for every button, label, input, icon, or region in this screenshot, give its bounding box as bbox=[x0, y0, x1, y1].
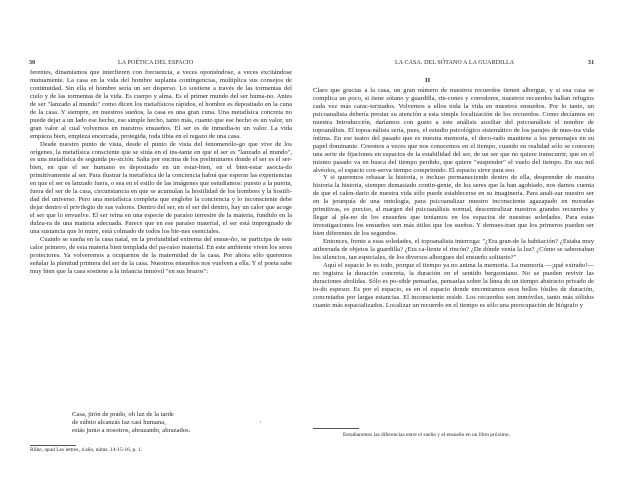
footnote-rule bbox=[313, 428, 359, 429]
page-number: 30 bbox=[29, 60, 36, 66]
left-page bbox=[0, 0, 311, 480]
footnote: Rilke, apud Les lettres, 4 año, núms. 14-15-16, p. 1. bbox=[30, 447, 142, 453]
quote-line: de súbito alcanzás faz casi humana, bbox=[72, 419, 166, 427]
paragraph: Claro que gracias a la casa, un gran número de nuestros recuerdos tienen albergue, y si esa casa se complica un poco, si tiene sótano y guardilla, rin-cones y corredores, nuestros recuerdos hallan refugios cada vez más carac-terizados. Volvemos a ellos toda la vida en nuestros ensueños. Por lo tanto, un psicoanalista debería prestar su atención a esta simple localización de los recuerdos. Como decíamos en nuestra Introducción, daríamos con gusto a este análisis auxiliar del psicoanálisis el nombre de topoanálisis. El topoa-nálisis sería, pues, el estudio psicológico sistemático de los parajes de nues-tra vida íntima. En ese teatro del pasado que es nuestra memoria, el deco-rado mantiene a los personajes en su papel dominante. Creemos a veces que nos conocemos en el tiempo, cuando en realidad sólo se conocen una serie de fijaciones en espacios de la estabilidad del ser, de un ser que no quiere transcurrir, que en el mismo pasado va en busca del tiempo perdido, que quiere "suspender" el vuelo del tiempo. En sus mil alvéolos, el espacio con-serva tiempo comprimido. El espacio sirve para eso. bbox=[313, 87, 594, 174]
poem-quote bbox=[72, 411, 252, 436]
paragraph: ferentes, dinamismos que interfieren con frecuencia, a veces oponiéndose, a veces excitándose mutuamente. La casa en la vida del hombre suplanta contingencias, multiplica sus consejos de continuidad. Sin ella el hombre sería un ser disperso. Lo sostiene a través de las tormentas del cielo y de las tormentas de la vida. Es cuerpo y alma. Es el primer mundo del ser huma-no. Antes de ser "lanzado al mundo" como dicen los metafísicos rápidos, el hombre es depositado en la cuna de la casa. Y siempre, en nuestros sueños, la casa es una gran cuna. Una metafísica concreta no puede dejar a un lado ese hecho, ese simple hecho, tanto más, cuanto que ese hecho es un valor, un gran valor al cual volvemos en nuestros ensueños. El ser es de inmedia-to un valor. La vida empieza bien, empieza encerrada, protegida, toda tibia en el regazo de una casa. bbox=[30, 69, 292, 140]
right-page bbox=[313, 0, 638, 480]
paragraph: Aquí el espacio lo es todo, porque el tiempo ya no anima la memoria. La memoria —¡qué extraño!— no registra la duración concreta, la duración en el sentido bergsoniano. No se pueden revivir las duraciones abolidas. Sólo es po-sible pensarlas, pensarlas sobre la línea de un tiempo abstracto privado de to-do espesor. Es por el espacio, es en el espacio donde encontramos esos bellos fósiles de duración, concretados por largas estancias. El inconsciente reside. Los recuerdos son inmóviles, tanto más sólidos cuanto más espacializados. Localizar un recuerdo en el tiempo es sólo una preocupación de biógrafo y bbox=[313, 261, 594, 309]
paragraph: Entonces, frente a esas soledades, el topoanalista interroga: "¿Era gran-de la habitación? ¿Estaba muy atiborrada de objetos la guardilla? ¿Era ca-liente el rincón? ¿De dónde venía la luz? ¿Cómo se saboreaban los silencios, tan especiales, de los diversos albergues del ensueño solitario?" bbox=[313, 238, 594, 262]
paragraph: Desde nuestro punto de vista, desde el punto de vista del fenomenólo-go que vive de los orígenes, la metafísica consciente que se sitúa en el ins-tante en que el ser es "lanzado al mundo", es una metafísica de segunda po-sición. Salta por encima de los preliminares donde el ser es el ser-bien, en que el ser humano es depositado en un estar-bien, en el bien-estar asocia-do primitivamente al ser. Para ilustrar la metafísica de la conciencia habrá que esperar las experiencias en que el ser es lanzado fuera, o sea en el estilo de las imágenes que estudiamos: puesto a la puerta, fuera del ser de la casa, circunstancia en que se acumulan la hostilidad de los hombres y la hostili-dad del universo. Pero una metafísica completa que englobe la conciencia y lo inconsciente debe dejar dentro el privilegio de sus valores. Dentro del ser, en el ser del dentro, hay un calor que acoge el ser que lo envuelve. El ser reina en una especie de paraíso terrestre de la materia, fundido en la dulzu-ra de una materia adecuada. Parece que en ese paraíso material, el ser está impregnado de una sustancia que lo nutre, está colmado de todos los bie-nes esenciales. bbox=[30, 140, 292, 236]
paragraph: Y si queremos rebasar la historia, o incluso permaneciendo dentro de ella, desprender de nuestra historia la historia, siempre demasiado contin-gente, de los seres que la han agobiado, nos damos cuenta de que el calen-dario de nuestra vida sólo puede establecerse en su imaginería. Para anali-zar nuestro ser en la jerarquía de una ontología, para psicoanalizar nuestro inconsciente agazapado en moradas primitivas, es preciso, al margen del psicoanálisis normal, descentralizar nuestros grandes recuerdos y llegar al pla-no de los ensueños que teníamos en los espacios de nuestras soledades. Para estas investigaciones los ensueños son más útiles que los sueños. Y demues-tran que los primeros pueden ser bien diferentes de los segundos. bbox=[313, 174, 594, 238]
body-text bbox=[30, 69, 292, 276]
paragraph: Cuando se sueña en la casa natal, en la profundidad extrema del ensue-ño, se participa de este calor primero, de esta materia bien templada del pa-raíso material. En este ambiente viven los seres protectores. Ya volveremos a ocuparnos de la maternidad de la casa. Por ahora sólo queremos señalar la plenitud primera del ser de la casa. Nuestros ensueños nos vuelven a ella. Y el poeta sabe muy bien que la casa sostiene a la infancia inmóvil "en sus brazos": bbox=[30, 236, 292, 275]
running-head-title: LA POÉTICA DEL ESPACIO bbox=[118, 60, 194, 66]
page-number: 31 bbox=[588, 60, 595, 66]
quote-line: Casa, jirón de prado, oh luz de la tarde bbox=[72, 411, 174, 418]
quote-line: estás junto a nosotros, abrazando, abrazados. bbox=[72, 427, 191, 435]
running-head-title: LA CASA. DEL SÓTANO A LA GUARDILLA bbox=[395, 60, 515, 66]
quote-marker: , bbox=[260, 418, 262, 424]
section-number: II bbox=[425, 77, 431, 84]
footnote: Estudiaremos las diferencias entre el sueño y el ensueño en un libro próximo. bbox=[343, 432, 510, 438]
footnote-rule bbox=[30, 445, 76, 446]
body-text bbox=[313, 87, 594, 310]
